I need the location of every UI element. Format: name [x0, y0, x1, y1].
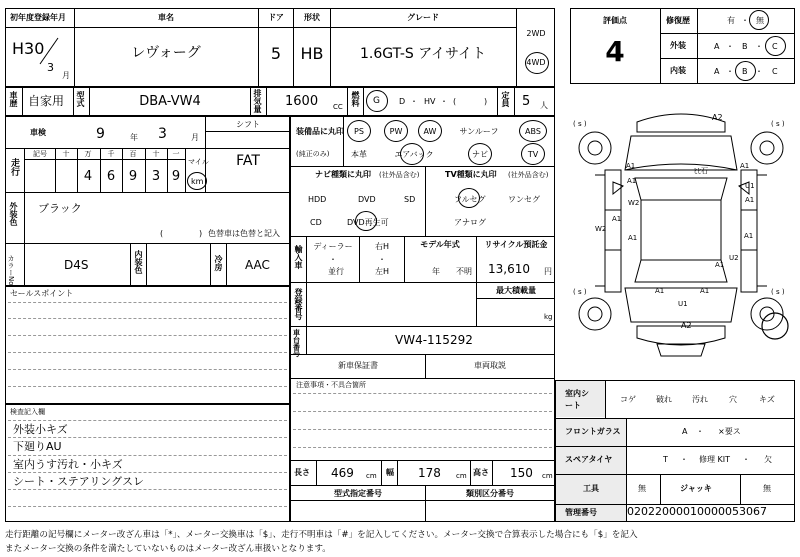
fuel-dot-2: ・ — [440, 97, 448, 106]
navi-cd: CD — [310, 218, 322, 227]
int-b: B — [742, 67, 748, 76]
model-value: DBA-VW4 — [139, 94, 201, 109]
fuel-hv: HV — [424, 97, 436, 106]
diag-label-a1-6: A1 — [745, 196, 755, 204]
equip-leather: 本革 — [351, 150, 367, 159]
seat-opt-2: 破れ — [656, 395, 672, 404]
fuel-d: D — [399, 97, 406, 106]
diag-label-w2-2: W2 — [595, 225, 607, 233]
mileage-digit-3: 9 — [128, 169, 138, 184]
registration-label: 登録番号 — [294, 288, 303, 320]
diag-paren-br: ( s ) — [771, 288, 785, 296]
usage-value: 自家用 — [28, 94, 65, 108]
model-year-label: モデル年式 — [420, 240, 460, 249]
tv-sub: (社外品含む) — [508, 171, 549, 179]
inspection-year: 9 — [96, 126, 105, 142]
diag-label-a1-5: A1 — [740, 162, 750, 170]
inspector-line-1: 外装小キズ — [13, 423, 68, 436]
height-value: 150 — [510, 466, 533, 480]
drive-4wd-circle — [525, 52, 549, 74]
width-label: 幅 — [386, 468, 394, 477]
color-note: 色替車は色替と記入 — [208, 229, 280, 238]
width-unit: cm — [456, 472, 467, 480]
diag-label-w2-1: W2 — [628, 199, 640, 207]
displacement-label: 排気量 — [253, 89, 262, 113]
jack-value: 無 — [763, 484, 771, 493]
displacement-value: 1600 — [285, 94, 319, 109]
first-registration-label: 初年度登録年月 — [10, 13, 66, 22]
inspector-line-3: 室内うす汚れ・小キズ — [13, 458, 123, 471]
equip-airbag: エアバック — [394, 150, 434, 159]
diag-label-a1-3: A1 — [612, 215, 622, 223]
month-unit: 月 — [62, 71, 70, 80]
diag-label-a1-7: A1 — [744, 232, 754, 240]
navi-dvd-play: DVD再生可 — [347, 218, 389, 227]
tools-value: 無 — [638, 484, 646, 493]
windshield-dot: ・ — [696, 427, 704, 436]
spare-dot2: ・ — [742, 455, 750, 464]
color-value: ブラック — [38, 202, 82, 215]
equipment-sub: (純正のみ) — [296, 150, 330, 158]
fuel-g: G — [373, 96, 380, 106]
manual-label: 車両取説 — [474, 361, 506, 370]
drive-2wd: 2WD — [526, 29, 546, 38]
warranty-label: 新車保証書 — [338, 361, 378, 370]
color-paren-open: ( — [160, 229, 164, 238]
diag-label-a2-bottom: A2 — [681, 321, 692, 330]
sales-point-label: セールスポイント — [10, 289, 74, 298]
shape-value: HB — [300, 44, 324, 63]
digit-label-6: 一 — [172, 150, 180, 158]
class-num-label: 類別区分番号 — [466, 489, 514, 498]
interior-seat-label: 室内シート — [565, 389, 589, 410]
height-label: 高さ — [473, 468, 489, 477]
model-label: 型式 — [76, 91, 85, 107]
mileage-label: 走行 — [9, 158, 19, 176]
repair-no: 無 — [756, 16, 764, 25]
score-label: 評価点 — [603, 16, 627, 25]
import-dealer: ディーラー — [313, 242, 353, 251]
diag-label-a1-10: A1 — [700, 287, 710, 295]
diag-label-a1-4: A1 — [628, 234, 638, 242]
diag-label-stone-chip: ﾋﾋ石 — [694, 167, 708, 175]
jack-label: ジャッキ — [680, 484, 712, 493]
spare-kit: 修理 KIT — [699, 455, 731, 464]
spare-label: スペアタイヤ — [565, 455, 613, 464]
int-c: C — [772, 67, 778, 76]
digit-label-4: 百 — [129, 150, 137, 158]
navi-sd: SD — [404, 195, 416, 204]
navi-hdd: HDD — [308, 195, 327, 204]
seat-opt-4: 穴 — [729, 395, 737, 404]
import-label: 輸入車 — [294, 245, 303, 269]
import-parallel: 並行 — [328, 267, 344, 276]
spare-t: T — [663, 455, 668, 464]
tv-analog: アナログ — [454, 218, 486, 227]
tv-fullseg: フルセグ — [454, 195, 486, 204]
color-paren-close: ) — [199, 229, 203, 238]
capacity-unit: 人 — [540, 101, 548, 110]
mileage-digit-1: 4 — [83, 169, 93, 184]
max-load-unit: kg — [544, 313, 553, 321]
repair-label: 修復歴 — [666, 16, 690, 25]
shape-label: 形状 — [304, 13, 320, 22]
tv-oneseg: ワンセグ — [508, 195, 540, 204]
first-registration-year: H30 — [12, 39, 45, 58]
displacement-unit: CC — [333, 103, 343, 111]
equip-tv: TV — [527, 150, 539, 159]
ext-a: A — [714, 42, 720, 51]
car-name-label: 車名 — [158, 13, 174, 22]
mileage-record-label: 記号 — [33, 150, 47, 158]
diag-label-a1-8: A1 — [715, 261, 725, 269]
diag-label-u2: U2 — [729, 254, 739, 262]
int-dot1: ・ — [726, 67, 734, 76]
diag-paren-tr: ( s ) — [771, 120, 785, 128]
shift-label: シフト — [236, 120, 260, 129]
chassis-value: VW4-115292 — [395, 333, 473, 347]
spare-dot1: ・ — [680, 455, 688, 464]
model-year-unit: 年 — [432, 267, 440, 276]
mileage-unit-mile: マイル — [188, 158, 209, 166]
width-value: 178 — [418, 466, 441, 480]
seat-opt-1: コゲ — [620, 395, 636, 404]
grade-value: 1.6GT-S アイサイト — [359, 46, 487, 62]
recycle-unit: 円 — [544, 267, 552, 276]
inspection-month-unit: 月 — [191, 133, 199, 142]
inspection-month: 3 — [158, 126, 167, 142]
type-num-label: 型式指定番号 — [334, 489, 382, 498]
digit-label-5: 十 — [152, 150, 160, 158]
mileage-digit-5: 9 — [171, 169, 181, 184]
inspection-label: 車検 — [30, 128, 46, 137]
inspector-line-4: シート・ステアリングスレ — [13, 475, 145, 488]
capacity-value: 5 — [522, 94, 531, 109]
digit-label-2: 万 — [84, 150, 92, 158]
management-value: 02022000010000053067 — [627, 505, 767, 518]
max-load-label: 最大積載量 — [496, 286, 536, 295]
import-dot: ・ — [329, 255, 337, 264]
spare-none: 欠 — [764, 455, 772, 464]
first-registration-month: 3 — [47, 61, 54, 74]
ext-dot2: ・ — [755, 42, 763, 51]
management-label: 管理番号 — [565, 508, 597, 517]
notes-label: 注意事項・不具合箇所 — [296, 381, 366, 389]
equip-pw: PW — [389, 127, 403, 136]
digit-label-3: 千 — [107, 150, 115, 158]
capacity-label: 定員 — [501, 91, 510, 107]
repair-dot: ・ — [741, 16, 749, 25]
ac-value: AAC — [245, 258, 270, 272]
navi-sub: (社外品含む) — [379, 171, 420, 179]
digit-label-1: 十 — [62, 150, 70, 158]
equip-aw: AW — [423, 127, 437, 136]
length-unit: cm — [366, 472, 377, 480]
car-name-value: レヴォーグ — [131, 45, 201, 61]
recycle-label: リサイクル預託金 — [484, 240, 548, 249]
chassis-label: 車台番号 — [293, 329, 300, 358]
windshield-b: ×要ス — [718, 427, 741, 436]
diag-label-u1-2: U1 — [678, 300, 688, 308]
mileage-digit-2: 6 — [106, 169, 116, 184]
color-no-value: D4S — [64, 258, 89, 272]
diag-label-a1-9: A1 — [655, 287, 665, 295]
grade-label: グレード — [407, 13, 439, 22]
model-year-unknown: 不明 — [456, 267, 472, 276]
exterior-grade-label: 外装 — [670, 41, 686, 50]
navi-label: ナビ種類に丸印 — [315, 170, 371, 179]
usage-label: 車歴 — [9, 91, 18, 107]
import-left: 左H — [374, 267, 390, 276]
drive-4wd: 4WD — [526, 58, 546, 67]
mileage-unit-km: km — [191, 177, 204, 186]
km-circle — [187, 172, 207, 190]
equip-navi: ナビ — [472, 150, 488, 159]
recycle-value: 13,610 — [488, 262, 530, 276]
tools-label: 工具 — [583, 484, 599, 493]
diag-paren-bl: ( s ) — [573, 288, 587, 296]
equip-ps: PS — [354, 127, 364, 136]
door-label: ドア — [268, 13, 284, 22]
equipment-label: 装備品に丸印 — [296, 127, 344, 136]
ext-c: C — [772, 42, 778, 51]
score-value: 4 — [605, 35, 625, 68]
fuel-paren-open: ( — [453, 97, 457, 106]
length-value: 469 — [331, 466, 354, 480]
import-right: 右H — [374, 242, 390, 251]
shift-value: FAT — [236, 153, 260, 169]
fuel-dot-1: ・ — [410, 97, 418, 106]
diag-label-a1-2: A1 — [627, 177, 637, 185]
diag-label-a2-top: A2 — [712, 113, 723, 122]
inspection-year-unit: 年 — [130, 133, 138, 142]
ac-label: 冷房 — [214, 255, 223, 271]
diag-label-a1-1: A1 — [626, 162, 636, 170]
interior-color-label: 内装色 — [134, 250, 143, 274]
ext-b: B — [742, 42, 748, 51]
inspector-line-2: 下廻りAU — [13, 440, 62, 453]
color-no-label: カラーNo. — [7, 255, 15, 288]
repair-yes: 有 — [727, 16, 735, 25]
int-dot2: ・ — [755, 67, 763, 76]
interior-grade-label: 内装 — [670, 66, 686, 75]
equip-abs: ABS — [525, 127, 541, 136]
door-value: 5 — [270, 44, 282, 63]
mileage-digit-4: 3 — [151, 169, 161, 184]
windshield-a: A — [682, 427, 688, 436]
length-label: 長さ — [294, 468, 310, 477]
seat-opt-5: キズ — [759, 395, 775, 404]
inspector-label: 検査記入欄 — [10, 408, 45, 416]
ext-dot1: ・ — [726, 42, 734, 51]
tv-label: TV種類に丸印 — [445, 170, 497, 179]
color-label: 外装色 — [9, 202, 18, 226]
import-dot-2: ・ — [378, 255, 386, 264]
diag-label-u1-1: U1 — [745, 182, 755, 190]
seat-opt-3: 汚れ — [692, 395, 708, 404]
equip-sunroof: サンルーフ — [459, 127, 499, 136]
int-a: A — [714, 67, 720, 76]
height-unit: cm — [542, 472, 553, 480]
diag-paren-tl: ( s ) — [573, 120, 587, 128]
footer-line-1: 走行距離の記号欄にメーター改ざん車は「*」、メーター交換車は「$」、走行不明車は「#」を記入してください。メーター交換で合算表示した場合にも「$」を記入 — [5, 530, 638, 540]
windshield-label: フロントガラス — [565, 427, 621, 436]
fuel-paren-close: ) — [484, 97, 488, 106]
navi-dvd: DVD — [358, 195, 376, 204]
fuel-label: 燃料 — [351, 91, 360, 107]
fuel-g-circle — [366, 90, 388, 112]
footer-line-2: またメーター交換の条件を満たしていないものはメーター改ざん車扱いとなります。 — [5, 544, 331, 554]
